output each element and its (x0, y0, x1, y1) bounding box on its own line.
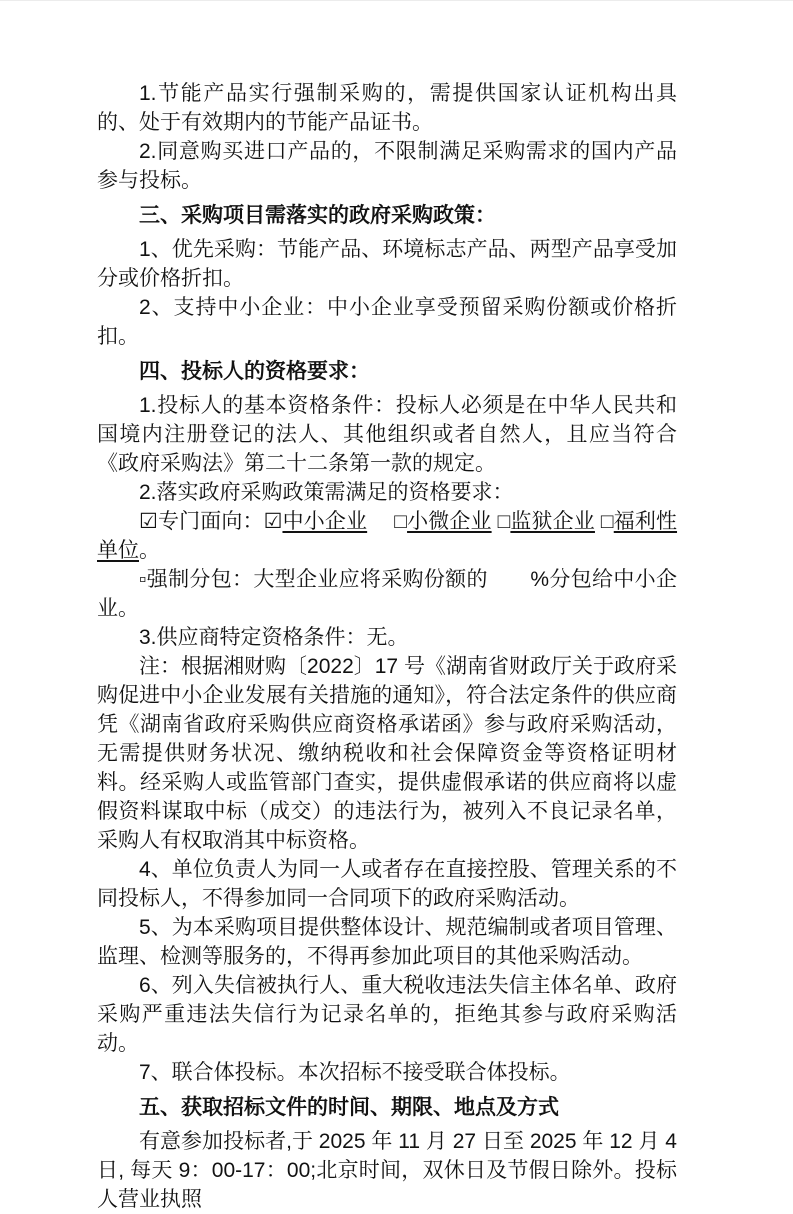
paragraph: 6、列入失信被执行人、重大税收违法失信主体名单、政府采购严重违法失信行为记录名单的，拒绝其参与政府采购活动。 (97, 974, 677, 1055)
paragraph: 1、优先采购：节能产品、环境标志产品、两型产品享受加分或价格折扣。 (97, 238, 677, 290)
paragraph: 3.供应商特定资格条件：无。 (139, 626, 409, 649)
form-option-checkbox-text: 。 (139, 539, 160, 562)
paragraph: 有意参加投标者,于 2025 年 11 月 27 日至 2025 年 12 月 4 日, 每天 9：00-17：00;北京时间，双休日及节假日除外。投标人营业执照 (97, 1130, 677, 1211)
form-option-label-underlined: 小微企业 (407, 510, 492, 533)
form-option-checkbox-text: □ (367, 510, 408, 533)
form-option-checkbox-text: □ (491, 510, 511, 533)
section-heading: 四、投标人的资格要求： (139, 360, 370, 383)
form-option-label-underlined: 福利性单位 (97, 510, 678, 562)
paragraph (97, 507, 677, 565)
section-heading: 五、获取招标文件的时间、期限、地点及方式 (139, 1096, 559, 1119)
paragraph: 1.投标人的基本资格条件：投标人必须是在中华人民共和国境内注册登记的法人、其他组织或者自然人，且应当符合《政府采购法》第二十二条第一款的规定。 (97, 394, 677, 475)
form-option-checkbox-text: ☑专门面向：☑ (139, 510, 283, 533)
paragraph: 2.同意购买进口产品的，不限制满足采购需求的国内产品参与投标。 (97, 140, 677, 192)
paragraph: 注：根据湘财购〔2022〕17 号《湖南省财政厅关于政府采购促进中小企业发展有关措施的通知》，符合法定条件的供应商凭《湖南省政府采购供应商资格承诺函》参与政府采购活动，无需提供财务状况、缴纳税收和社会保障资金等资格证明材料。经采购人或监管部门查实，提供虚假承诺的供应商将以虚假资料谋取中标（成交）的违法行为，被列入不良记录名单，采购人有权取消其中标资格。 (97, 655, 677, 852)
form-option-label-underlined: 中小企业 (282, 510, 368, 533)
paragraph: 1.节能产品实行强制采购的，需提供国家认证机构出具的、处于有效期内的节能产品证书。 (97, 82, 677, 134)
paragraph: 4、单位负责人为同一人或者存在直接控股、管理关系的不同投标人，不得参加同一合同项下的政府采购活动。 (97, 858, 677, 910)
form-option-label-underlined: 监狱企业 (510, 510, 595, 533)
paragraph: 7、联合体投标。本次招标不接受联合体投标。 (139, 1061, 571, 1084)
paragraph: 5、为本采购项目提供整体设计、规范编制或者项目管理、监理、检测等服务的，不得再参加此项目的其他采购活动。 (97, 916, 677, 968)
paragraph: 2.落实政府采购政策需满足的资格要求： (139, 481, 514, 504)
paragraph: ▫强制分包：大型企业应将采购份额的 %分包给中小企业。 (97, 568, 677, 620)
document-body (97, 79, 677, 1214)
section-heading: 三、采购项目需落实的政府采购政策： (139, 204, 496, 227)
paragraph: 2、支持中小企业：中小企业享受预留采购份额或价格折扣。 (97, 296, 677, 348)
form-option-checkbox-text: □ (594, 510, 614, 533)
